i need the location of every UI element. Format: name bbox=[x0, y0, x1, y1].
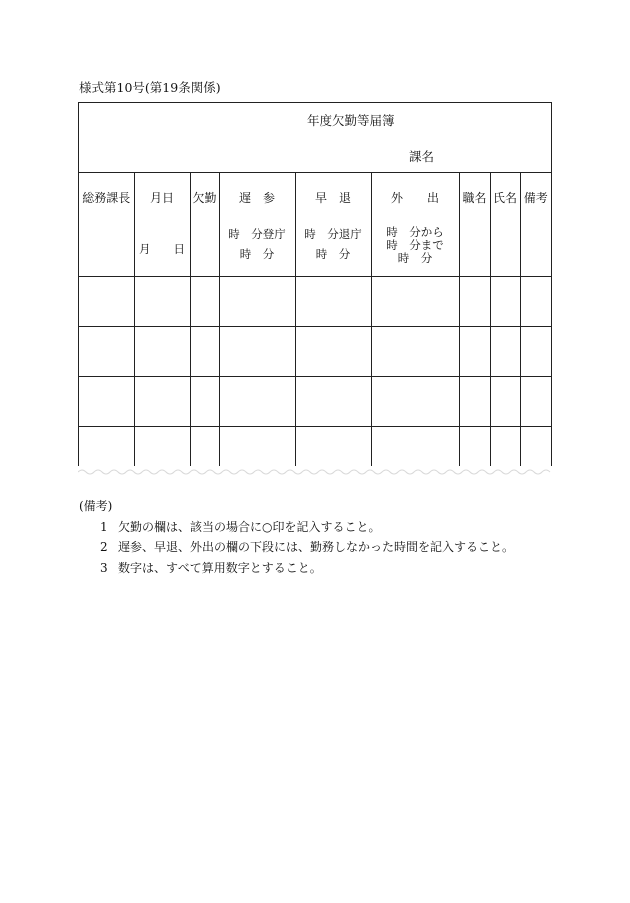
table-row bbox=[79, 377, 551, 427]
header-early-leave: 早 退 bbox=[295, 172, 371, 222]
table-row bbox=[79, 327, 551, 377]
empty-cell bbox=[79, 377, 134, 427]
empty-cell bbox=[459, 377, 490, 427]
empty-cell bbox=[79, 327, 134, 377]
month-day-template: 月 日 bbox=[139, 241, 185, 256]
empty-cell bbox=[520, 277, 551, 327]
empty-cell bbox=[79, 277, 134, 327]
empty-cell bbox=[459, 327, 490, 377]
cell-going-out bbox=[371, 222, 459, 277]
empty-cell bbox=[219, 277, 295, 327]
cell-absence bbox=[190, 222, 219, 277]
note-number: 3 bbox=[100, 560, 108, 575]
cell-early-leave bbox=[295, 222, 371, 277]
header-going-out: 外 出 bbox=[371, 172, 459, 222]
empty-cell bbox=[134, 277, 190, 327]
note-text: 欠勤の欄は、該当の場合に○印を記入すること。 bbox=[118, 519, 381, 534]
empty-cell bbox=[219, 327, 295, 377]
note-number: 2 bbox=[100, 540, 108, 554]
early-leave-duration: 時 分 bbox=[315, 247, 351, 261]
empty-cell bbox=[295, 377, 371, 427]
section-name-label: 課名 bbox=[409, 149, 435, 164]
title-area bbox=[79, 103, 551, 173]
empty-cell bbox=[490, 377, 520, 427]
empty-cell bbox=[219, 377, 295, 427]
empty-cell bbox=[459, 277, 490, 327]
note-number: 1 bbox=[100, 519, 108, 534]
cell-post-title bbox=[459, 222, 490, 277]
cell-remarks bbox=[520, 222, 551, 277]
cell-late-arrival bbox=[219, 222, 295, 277]
empty-cell bbox=[371, 327, 459, 377]
note-item bbox=[79, 558, 514, 579]
header-absence: 欠勤 bbox=[190, 172, 219, 222]
empty-cell bbox=[190, 327, 219, 377]
register-form bbox=[78, 102, 552, 472]
table-row bbox=[79, 277, 551, 327]
torn-edge bbox=[78, 466, 552, 478]
header-row bbox=[79, 172, 551, 222]
going-out-until: 時 分まで bbox=[386, 238, 444, 252]
cell-month-day bbox=[134, 222, 190, 277]
cell-general-affairs-chief bbox=[79, 222, 134, 277]
late-arrival-time: 時 分登庁 bbox=[228, 227, 286, 241]
table-row bbox=[79, 222, 551, 277]
header-post-title: 職名 bbox=[459, 172, 490, 222]
empty-cell bbox=[134, 327, 190, 377]
header-late-arrival: 遅 参 bbox=[219, 172, 295, 222]
empty-cell bbox=[190, 377, 219, 427]
empty-cell bbox=[371, 377, 459, 427]
notes-heading: (備考) bbox=[79, 499, 113, 513]
form-number-label: 様式第10号(第19条関係) bbox=[79, 80, 221, 95]
empty-cell bbox=[190, 277, 219, 327]
cell-name bbox=[490, 222, 520, 277]
note-item bbox=[79, 537, 514, 558]
empty-cell bbox=[371, 277, 459, 327]
going-out-duration: 時 分 bbox=[397, 251, 433, 265]
empty-cell bbox=[295, 277, 371, 327]
empty-cell bbox=[520, 377, 551, 427]
document-title: 年度欠勤等届簿 bbox=[307, 113, 395, 128]
late-arrival-duration: 時 分 bbox=[239, 247, 275, 261]
header-remarks: 備考 bbox=[520, 172, 551, 222]
header-general-affairs-chief: 総務課長 bbox=[82, 190, 131, 205]
note-item bbox=[79, 517, 514, 538]
empty-cell bbox=[134, 377, 190, 427]
empty-cell bbox=[520, 327, 551, 377]
header-name: 氏名 bbox=[490, 172, 520, 222]
header-month-day: 月日 bbox=[134, 172, 190, 222]
notes-section bbox=[79, 496, 514, 578]
empty-cell bbox=[295, 327, 371, 377]
empty-cell bbox=[490, 277, 520, 327]
going-out-from: 時 分から bbox=[386, 225, 444, 239]
absence-register-table bbox=[79, 172, 551, 476]
note-text: 遅参、早退、外出の欄の下段には、勤務しなかった時間を記入すること。 bbox=[118, 540, 515, 554]
empty-cell bbox=[490, 327, 520, 377]
early-leave-time: 時 分退庁 bbox=[304, 227, 362, 241]
note-text: 数字は、すべて算用数字とすること。 bbox=[118, 560, 322, 575]
